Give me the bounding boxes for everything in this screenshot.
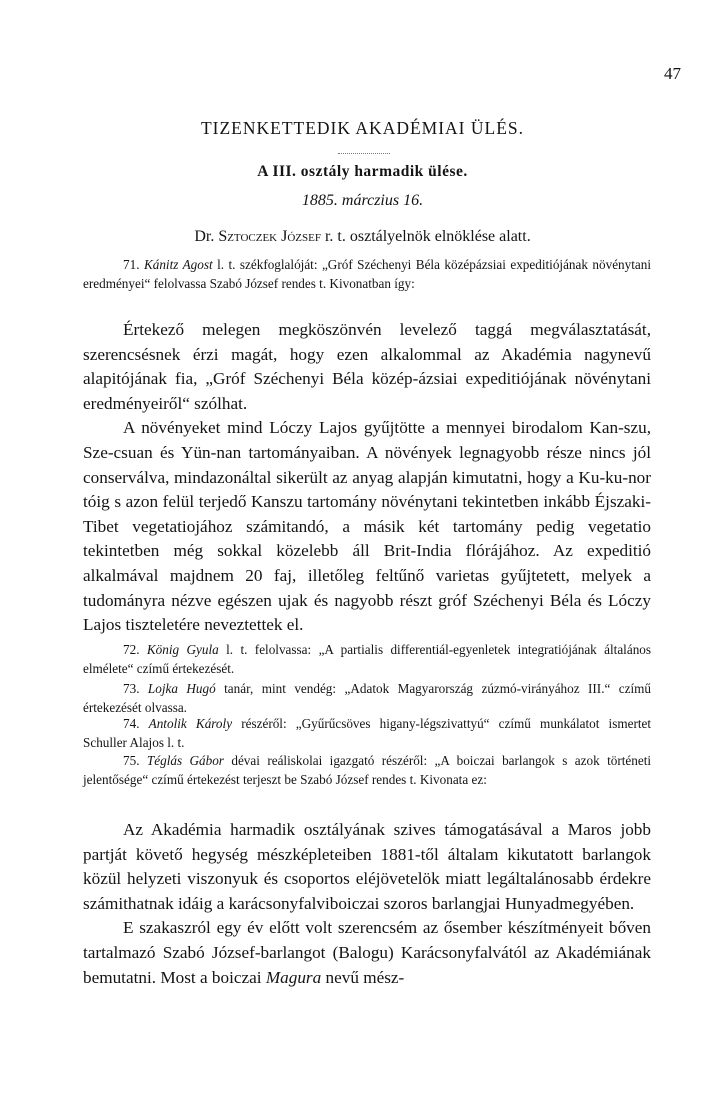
item-person: Lojka Hugó: [147, 681, 216, 696]
abstract-paragraph: A növényeket mind Lóczy Lajos gyűjtötte a mennyei birodalom Kan-szu, Sze-csuan és Yün-nan tartományaiban. A növények legnagyobb része nincs jól conserválva, mindazonáltal sikerült az anyag alapján kimutatni, hogy a Ku-ku-nor tóig s azon felül terjedő Kanszu tartomány növénytani tekintetben inkább Éjszaki-Tibet vegetatiojához számitandó, a másik két tartomány pedig vegetatio tekintetben még sokkal közelebb áll Brit-India flórájához. Az expeditió alkalmával majdnem 20 faj, illetőleg feltűnő varietas gyűjtetett, melyek a tudományra nézve egészen ujak és nagyobb részt gróf Széchenyi Béla és Lóczy Lajos tiszteletére neveztettek el.: [83, 418, 651, 635]
item-person: Kánitz Agost: [143, 257, 213, 272]
item-number: 74.: [123, 716, 140, 731]
chair-line: [0, 228, 725, 246]
item-73: [83, 680, 651, 717]
item-72: [83, 641, 651, 678]
chair-name: Sztoczek József: [218, 228, 321, 245]
separator-rule: [338, 153, 390, 154]
session-title: TIZENKETTEDIK AKADÉMIAI ÜLÉS.: [200, 118, 525, 138]
item-person: Antolik Károly: [148, 716, 233, 731]
chair-suffix: r. t. osztályelnök elnöklése alatt.: [324, 228, 531, 245]
abstract-italic-term: Magura: [265, 967, 322, 987]
abstract-paragraph: Az Akadémia harmadik osztályának szives támogatásával a Maros jobb partját követő hegység mészképleteiben 1881-től általam kikutatott barlangok közül helyzeti viszonyuk és csoportos eléjövetelök miatt legáltalánosabb érdekre számithatnak idáig a karácsonyfalviboiczai szoros barlangjai Hunyadmegyében.: [83, 820, 651, 913]
section-heading: A III. osztály harmadik ülése.: [257, 163, 468, 180]
item-number: 71.: [123, 257, 140, 272]
abstract-text: nevű mész-: [325, 967, 405, 987]
item-number: 75.: [123, 753, 140, 768]
item-text: részéről: „Gyűrűcsöves higany-légszivattyú“ czímű munkálatot ismertet Schuller Alajos l. t.: [83, 716, 652, 750]
abstract-paragraph: Értekező melegen megköszönvén levelező taggá megválasztatását, szerencsésnek érzi magát, hogy ezen alkalommal az Akadémia nagynevű alapitójának fia, „Gróf Széchenyi Béla közép-ázsiai expeditiójának növénytani eredményeiről“ szólhat.: [83, 320, 651, 413]
item-text: dévai reáliskolai igazgató részéről: „A boiczai barlangok s azok történeti jelentősége“ czímű értekezést terjeszt be Szabó József rendes t. Kivonata ez:: [83, 753, 652, 787]
item-number: 72.: [123, 642, 140, 657]
session-date: 1885. márczius 16.: [301, 192, 424, 209]
item-person: König Gyula: [146, 642, 219, 657]
item-text: l. t. székfoglalóját: „Gróf Széchenyi Béla középázsiai expeditiójának növénytani eredményei“ felolvassa Szabó József rendes t. Kivonatban így:: [83, 257, 652, 291]
chair-prefix: Dr.: [194, 228, 215, 245]
abstract-paragraph: [83, 916, 651, 990]
abstract-text: E szakaszról egy év előtt volt szerencsém az ősember készítményeit bőven tartalmazó Szabó József-barlangot (Balogu) Karácsonyfalvától az Akadémiának bemutatni. Most a boiczai: [83, 918, 651, 987]
item-75: [83, 752, 651, 789]
item-71-abstract: [83, 318, 651, 638]
item-text: l. t. felolvassa: „A partialis differentiál-egyenletek integratiójának általános elmélete“ czímű értekezését.: [83, 642, 652, 676]
item-text: tanár, mint vendég: „Adatok Magyarország zúzmó-virányához III.“ czímű értekezését olvassa.: [83, 681, 652, 715]
item-75-abstract: [83, 818, 651, 990]
item-number: 73.: [123, 681, 140, 696]
page-number: 47: [664, 64, 681, 83]
item-71: [83, 256, 651, 293]
item-74: [83, 715, 651, 752]
item-person: Téglás Gábor: [146, 753, 224, 768]
